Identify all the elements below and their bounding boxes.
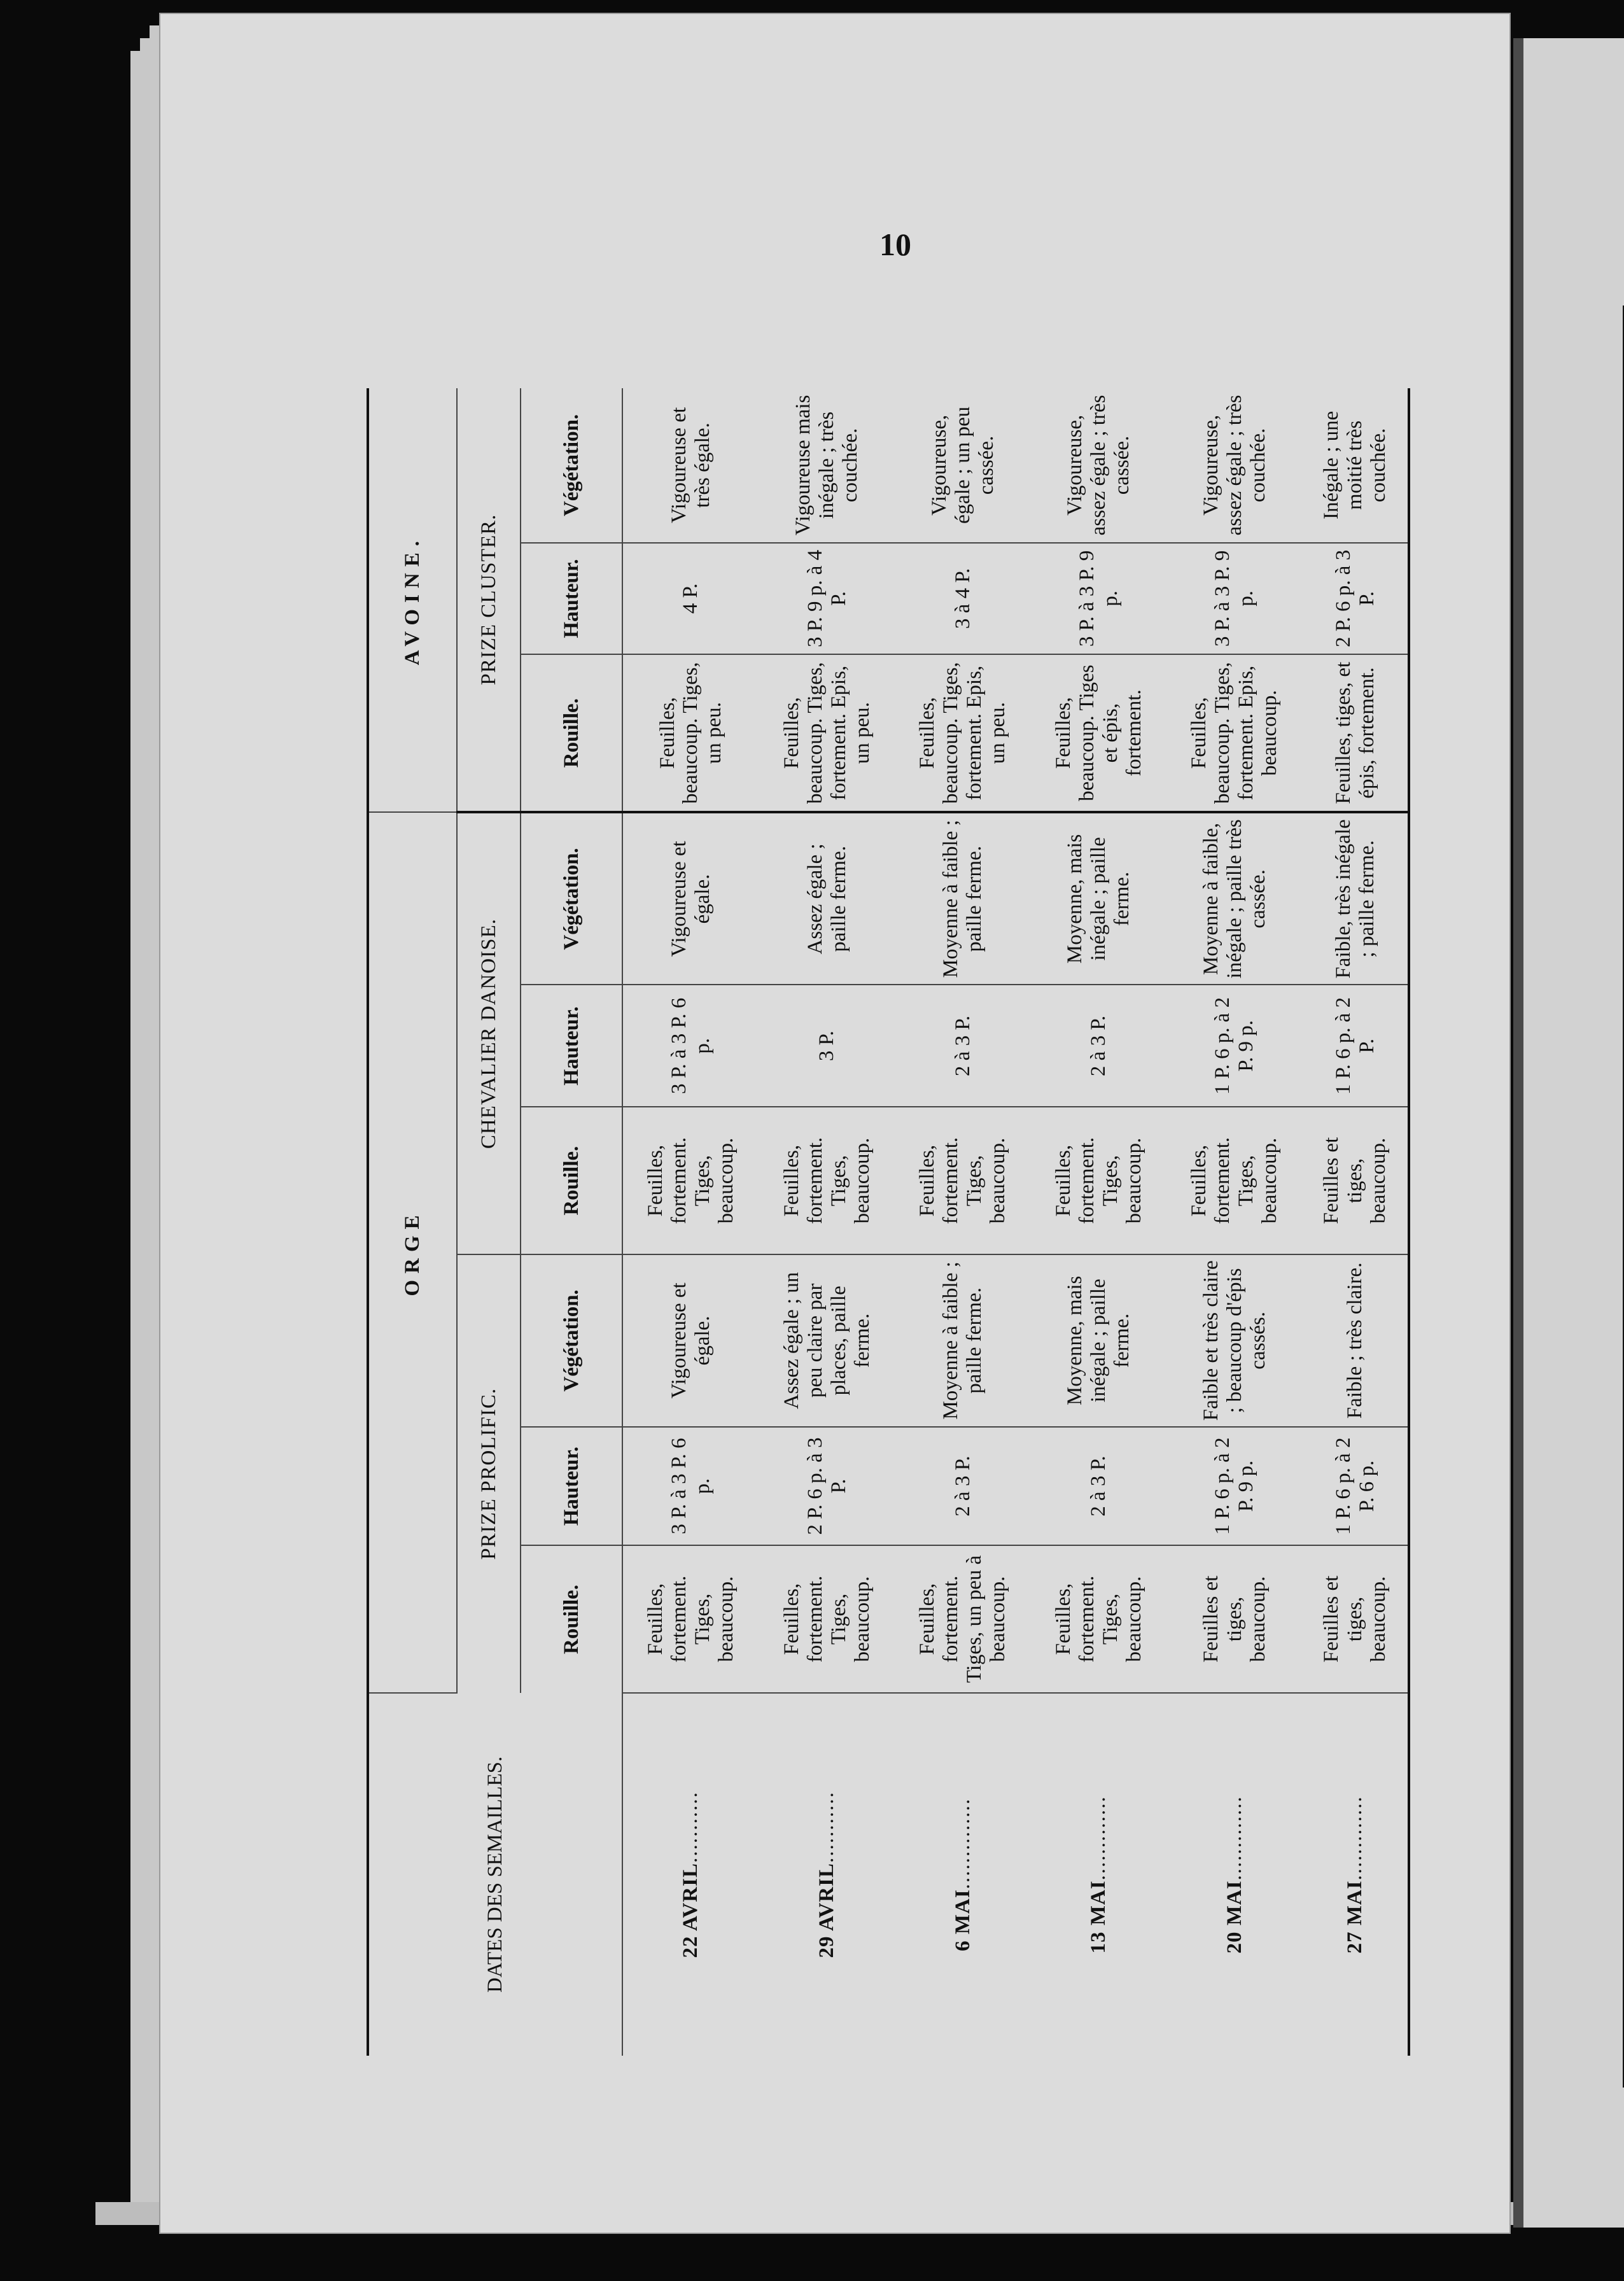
vegetation-cell: Moyenne, mais inégale ; paille ferme. (1031, 1254, 1167, 1427)
rouille-cell: Feuilles, beaucoup. Tiges, fortement. Epis, un peu. (759, 654, 895, 812)
sowing-date: 6 MAI.............. (951, 1797, 974, 1951)
table-row (759, 388, 895, 2056)
rouille-cell: Feuilles et tiges, beaucoup. (1303, 1545, 1409, 1693)
sowing-date-label: 29 AVRIL (815, 1862, 839, 1958)
hauteur-cell: 2 P. 6 p. à 3 P. (759, 1427, 895, 1545)
table-row (895, 388, 1031, 2056)
sowing-date: 27 MAI............. (1303, 1693, 1409, 2056)
column-header-hauteur: Hauteur. (521, 543, 622, 654)
sowing-date-label: 6 MAI (951, 1889, 974, 1951)
vegetation-cell: Moyenne à faible ; paille ferme. (895, 812, 1031, 985)
rouille-cell: Feuilles, fortement. Tiges, beaucoup. (622, 1545, 759, 1693)
column-header-vegetation: Végétation. (521, 812, 622, 985)
vegetation-cell: Vigoureuse et égale. (622, 1254, 759, 1427)
vegetation-cell: Moyenne à faible ; paille ferme. (895, 1254, 1031, 1427)
vegetation-cell: Vigoureuse, égale ; un peu cassée. (895, 388, 1031, 543)
column-header-hauteur: Hauteur. (521, 1427, 622, 1545)
vegetation-cell: Vigoureuse et égale. (622, 812, 759, 985)
rouille-cell: Feuilles, fortement. Tiges, beaucoup. (622, 1107, 759, 1254)
rouille-cell: Feuilles, fortement. Tiges, beaucoup. (759, 1545, 895, 1693)
hauteur-cell: 3 P. à 3 P. 9 p. (1167, 543, 1303, 654)
vegetation-cell: Vigoureuse et très égale. (622, 388, 759, 543)
column-header-hauteur: Hauteur. (521, 985, 622, 1107)
sowing-date-label: 27 MAI (1343, 1880, 1367, 1954)
variety-header: PRIZE PROLIFIC. (457, 1254, 521, 1693)
rouille-cell: Feuilles et tiges, beaucoup. (1167, 1545, 1303, 1693)
dates-header: DATES DES SEMAILLES. (368, 1693, 622, 2056)
vegetation-cell: Assez égale ; paille ferme. (759, 812, 895, 985)
hauteur-cell: 3 P. à 3 P. 6 p. (622, 1427, 759, 1545)
vegetation-cell: Vigoureuse mais inégale ; très couchée. (759, 388, 895, 543)
rouille-cell: Feuilles, fortement. Tiges, beaucoup. (1167, 1107, 1303, 1254)
sowing-date: 20 MAI............. (1222, 1795, 1246, 1954)
hauteur-cell: 3 P. 9 p. à 4 P. (759, 543, 895, 654)
sowing-date-label: 22 AVRIL (679, 1862, 703, 1958)
column-header-vegetation: Végétation. (521, 1254, 622, 1427)
vegetation-cell: Faible et très claire ; beaucoup d'épis cassés. (1167, 1254, 1303, 1427)
table-row (1031, 388, 1167, 2056)
table-row (1303, 388, 1409, 2056)
table-row (622, 388, 759, 2056)
vegetation-cell: Faible ; très claire. (1303, 1254, 1409, 1427)
vegetation-cell: Vigoureuse, assez égale ; très couchée. (1167, 388, 1303, 543)
column-header-rouille: Rouille. (521, 654, 622, 812)
hauteur-cell: 1 P. 6 p. à 2 P. 9 p. (1167, 985, 1303, 1107)
rouille-cell: Feuilles, beaucoup. Tiges, fortement. Epis, beaucoup. (1167, 654, 1303, 812)
hauteur-cell: 3 à 4 P. (895, 543, 1031, 654)
vegetation-cell: Moyenne, mais inégale ; paille ferme. (1031, 812, 1167, 985)
hauteur-cell: 2 P. 6 p. à 3 P. (1303, 543, 1409, 654)
vegetation-cell: Moyenne à faible, inégale ; paille très cassée. (1167, 812, 1303, 985)
page-number: 10 (879, 227, 911, 262)
sowing-results-table (367, 388, 1410, 2056)
sowing-date: 13 MAI............. (1087, 1795, 1110, 1954)
rouille-cell: Feuilles, tiges, et épis, fortement. (1303, 654, 1409, 812)
hauteur-cell: 2 à 3 P. (1031, 985, 1167, 1107)
hauteur-cell: 3 P. à 3 P. 9 p. (1031, 543, 1167, 654)
vegetation-cell: Inégale ; une moitié très couchée. (1303, 388, 1409, 543)
rouille-cell: Feuilles, fortement. Tiges, beaucoup. (895, 1107, 1031, 1254)
rotated-table (367, 388, 1410, 2056)
rouille-cell: Feuilles, beaucoup. Tiges et épis, fortement. (1031, 654, 1167, 812)
rouille-cell: Feuilles, fortement. Tiges, un peu à beaucoup. (895, 1545, 1031, 1693)
crop-title-orge: ORGE (368, 812, 457, 1692)
hauteur-cell: 3 P. (759, 985, 895, 1107)
hauteur-cell: 1 P. 6 p. à 2 P. 9 p. (1167, 1427, 1303, 1545)
hauteur-cell: 3 P. à 3 P. 6 p. (622, 985, 759, 1107)
rouille-cell: Feuilles et tiges, beaucoup. (1303, 1107, 1409, 1254)
sowing-date: 22 AVRIL........... (679, 1791, 703, 1958)
hauteur-cell: 1 P. 6 p. à 2 P. (1303, 985, 1409, 1107)
crop-title-avoine: AVOINE. (368, 388, 457, 812)
hauteur-cell: 2 à 3 P. (895, 985, 1031, 1107)
rouille-cell: Feuilles, fortement. Tiges, beaucoup. (1031, 1545, 1167, 1693)
sowing-date-label: 13 MAI (1087, 1880, 1110, 1954)
vegetation-cell: Faible, très inégale ; paille ferme. (1303, 812, 1409, 985)
hauteur-cell: 4 P. (622, 543, 759, 654)
hauteur-cell: 2 à 3 P. (1031, 1427, 1167, 1545)
vegetation-cell: Vigoureuse, assez égale ; très cassée. (1031, 388, 1167, 543)
variety-header: CHEVALIER DANOISE. (457, 812, 521, 1254)
hauteur-cell: 2 à 3 P. (895, 1427, 1031, 1545)
rouille-cell: Feuilles, fortement. Tiges, beaucoup. (1031, 1107, 1167, 1254)
table-row (1167, 388, 1303, 2056)
sowing-date: 29 AVRIL........... (815, 1791, 839, 1958)
hauteur-cell: 1 P. 6 p. à 2 P. 6 p. (1303, 1427, 1409, 1545)
sowing-date-label: 20 MAI (1222, 1880, 1246, 1954)
binding-shadow (1513, 38, 1523, 2228)
column-header-vegetation: Végétation. (521, 388, 622, 543)
rouille-cell: Feuilles, beaucoup. Tiges, fortement. Epis, un peu. (895, 654, 1031, 812)
vegetation-cell: Assez égale ; un peu claire par places, paille ferme. (759, 1254, 895, 1427)
rouille-cell: Feuilles, beaucoup. Tiges, un peu. (622, 654, 759, 812)
column-header-rouille: Rouille. (521, 1107, 622, 1254)
rouille-cell: Feuilles, fortement. Tiges, beaucoup. (759, 1107, 895, 1254)
facing-page-edge (1513, 38, 1624, 2228)
column-header-rouille: Rouille. (521, 1545, 622, 1693)
variety-header: PRIZE CLUSTER. (457, 388, 521, 812)
